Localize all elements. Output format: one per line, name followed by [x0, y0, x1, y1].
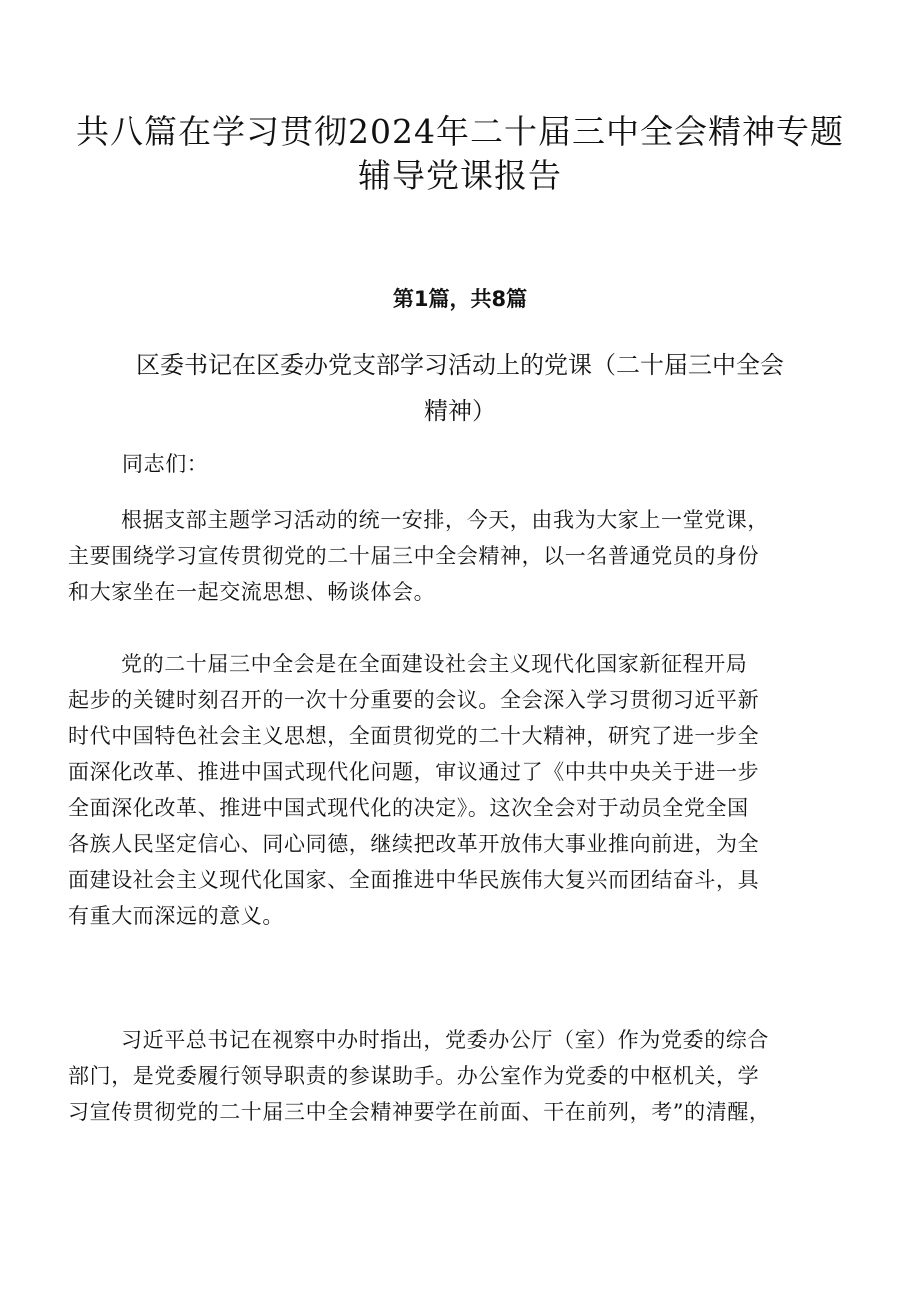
paragraph-line: 各族人民坚定信心、同心同德，继续把改革开放伟大事业推向前进，为全: [68, 832, 760, 856]
document-title-line: 辅导党课报告: [358, 156, 562, 195]
paragraph-line: 有重大而深远的意义。: [68, 904, 284, 928]
paragraph-line: 习近平总书记在视察中办时指出，党委办公厅（室）作为党委的综合: [121, 1028, 769, 1052]
section-title: [60, 342, 860, 434]
part-label: 第1篇，共8篇: [392, 287, 528, 311]
document-title: [60, 110, 860, 198]
paragraph-line: 党的二十届三中全会是在全面建设社会主义现代化国家新征程开局: [121, 652, 748, 676]
paragraph-line: 面深化改革、推进中国式现代化问题，审议通过了《中共中央关于进一步: [68, 760, 760, 784]
paragraph-line: 起步的关键时刻召开的一次十分重要的会议。全会深入学习贯彻习近平新: [68, 688, 760, 712]
paragraph: [68, 502, 858, 610]
paragraph-line: 根据支部主题学习活动的统一安排，今天，由我为大家上一堂党课，: [121, 508, 769, 532]
paragraph-line: 主要围绕学习宣传贯彻党的二十届三中全会精神，以一名普通党员的身份: [68, 544, 760, 568]
document-title-line: 共八篇在学习贯彻2024年二十届三中全会精神专题: [76, 112, 844, 151]
paragraph-line: 部门，是党委履行领导职责的参谋助手。办公室作为党委的中枢机关，学: [68, 1064, 760, 1088]
paragraph-line: 和大家坐在一起交流思想、畅谈体会。: [68, 580, 436, 604]
paragraph-line: 全面深化改革、推进中国式现代化的决定》。这次全会对于动员全党全国: [68, 796, 749, 820]
salutation: 同志们：: [122, 452, 209, 476]
paragraph-line: 面建设社会主义现代化国家、全面推进中华民族伟大复兴而团结奋斗，具: [68, 868, 760, 892]
section-title-line: 区委书记在区委办党支部学习活动上的党课（二十届三中全会: [136, 351, 784, 379]
paragraph-line: 时代中国特色社会主义思想，全面贯彻党的二十大精神，研究了进一步全: [68, 724, 760, 748]
paragraph-line: 习宣传贯彻党的二十届三中全会精神要学在前面、干在前列，考”的清醒，: [68, 1100, 771, 1124]
section-title-line: 精神）: [424, 397, 496, 425]
paragraph: [68, 1022, 858, 1130]
paragraph: [68, 646, 858, 934]
